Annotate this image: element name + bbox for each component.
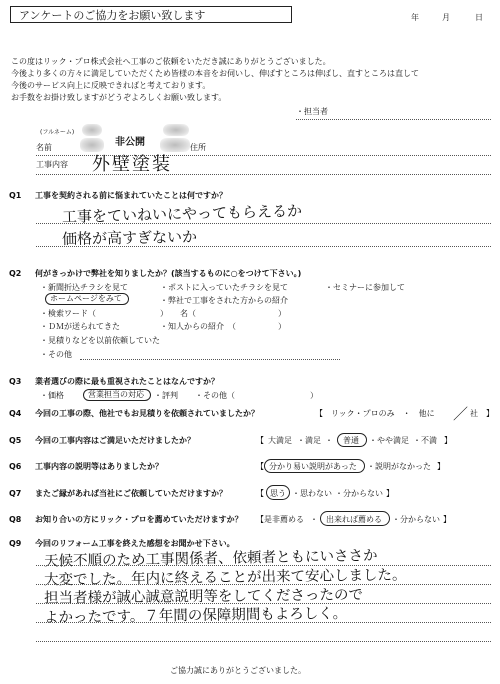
q4-unit: 社 】 [470,409,494,418]
q3-close: ） [310,391,318,400]
q3-question: 業者選びの際に最も重視されたことはなんですか？ [35,377,219,386]
paren-close-1: ） [278,309,286,318]
q6-good: 分かり易い説明があった [269,462,357,471]
opt-newspaper: ・新聞折込チラシを見て [40,283,128,292]
opt-dm: ・ＤＭが送られてきた [40,322,120,331]
address-label: 住所 [190,143,206,152]
q9-line [36,622,491,623]
q9-answer-4: よかったです。７年間の保障期間もよろしく。 [43,605,348,627]
q5-not: 不満 [421,436,437,445]
work-label: 工事内容 [36,160,68,169]
q9-answer-3: 担当者様が誠心誠意説明等をしてくださったので [43,587,364,607]
q1-number: Q1 [9,191,22,200]
year-label: 年 [411,13,419,22]
q7-unknown: 分からない [343,489,383,498]
q6-close: 】 [437,462,445,471]
q5-very: 大満足 [268,436,292,445]
survey-title: アンケートのご協力をお願い致します [10,6,292,23]
furigana-label: (フルネーム) [40,129,75,136]
q4-choice: 【 リック・プロのみ ・ 他に [315,409,435,418]
work-line [36,174,491,175]
q9-question: 今回のリフォーム工事を終えた感想をお聞かせ下さい。 [35,539,235,548]
q8-unknown: 分からない [400,515,440,524]
opt-post: ・ポストに入っていたチラシを見て [160,283,288,292]
q3-number: Q3 [9,377,22,386]
q9-answer-1: 天候不順のため工事関係者、依頼者ともにいささか [43,548,378,570]
q6-question: 工事内容の説明等はありましたか？ [35,462,163,471]
q5-number: Q5 [9,436,22,445]
sep: ・ [335,489,343,498]
bracket-open: 【 [256,489,264,498]
sep: ・ [367,462,375,471]
q8-strong: 【是非薦める [256,515,304,524]
q1-line-2 [36,246,491,247]
redacted-furigana [82,124,102,136]
name-label: 名前 [36,143,52,152]
q3-review: ・評判 [154,391,178,400]
sep: ・ [297,436,305,445]
sep: ・ [325,436,333,445]
sep: ・ [413,436,421,445]
q9-line [36,641,491,642]
q2-question: 何がきっかけで弊社を知りましたか？(該当するものに○をつけて下さい。) [35,269,302,278]
q8-question: お知り合いの方にリック・プロを薦めていただけますか？ [35,515,243,524]
opt-neighbor: ・弊社で工事をされた方からの紹介 [160,296,288,305]
name-value: 非公開 [115,137,145,148]
work-value: 外壁塗装 [92,154,172,175]
opt-name: ） 名（ [160,309,196,318]
q3-price: ・価格 [40,391,64,400]
day-label: 日 [475,13,483,22]
redacted-furigana [163,124,189,136]
q9-number: Q9 [9,539,22,548]
q1-answer-1: 工事をていねいにやってもらえるか [61,201,303,227]
q3-staff: 営業担当の対応 [88,390,144,399]
q1-question: 工事を契約される前に悩まれていたことは何ですか？ [35,191,227,200]
q6-number: Q6 [9,462,22,471]
sep: ・ [292,489,300,498]
intro-line-2: 今後より多くの方々に満足していただくため皆様の本音をお伺いし、伸ばすところは伸ばし、直すところは直して [11,69,419,78]
q4-number: Q4 [9,409,22,418]
q3-other: ・その他（ [195,391,235,400]
sep: ・ [392,515,400,524]
q6-none: 説明がなかった [375,462,431,471]
intro-line-3: 今後のサービス向上に反映できればと考えております。 [11,81,211,90]
intro-line-1: この度はリック・プロ株式会社へ工事のご依頼をいただき誠にありがとうございました。 [11,57,331,66]
q4-slash: ／ [453,405,469,423]
q8-number: Q8 [9,515,22,524]
sep: ・ [310,515,318,524]
opt-other: ・その他 [40,350,72,359]
tantou-line [296,119,491,120]
q1-answer-2: 価格が高すぎないか [61,227,198,249]
bracket-open: 【 [256,462,264,471]
q7-question: またご縁があれば当社にご依頼していただけますか？ [35,489,227,498]
q5-normal: 普通 [343,436,359,445]
q2-number: Q2 [9,269,22,278]
tantou-label: 担当者 [304,107,328,116]
footer-thanks: ご協力誠にありがとうございました。 [170,666,306,675]
q9-answer-2: 大変でした。年内に終えることが出来て安心しました。 [43,567,407,589]
opt-friend: ・知人からの紹介 （ [160,322,236,331]
opt-homepage: ホームページをみて [50,294,122,303]
q5-open: 【 [256,436,264,445]
q8-ok: 出来れば薦める [326,515,382,524]
opt-search: ・検索ワード（ [40,309,96,318]
q7-number: Q7 [9,489,22,498]
opt-seminar: ・セミナーに参加して [325,283,405,292]
q8-close: 】 [443,515,451,524]
sep: ・ [369,436,377,445]
q5-slightly: やや満足 [377,436,409,445]
q7-no: 思わない [300,489,332,498]
q7-yes: 思う [270,489,286,498]
q1-line-1 [36,223,491,224]
q5-close: 】 [444,436,452,445]
q5-satisfied: 満足 [305,436,321,445]
q5-question: 今回の工事内容はご満足いただけましたか？ [35,436,195,445]
other-line [80,359,340,360]
month-label: 月 [442,13,450,22]
q4-question: 今回の工事の際、他社でもお見積りを依頼されていましたか？ [35,409,259,418]
paren-close-2: ） [278,322,286,331]
intro-line-4: お手数をお掛け致しますがどうぞよろしくお願い致します。 [11,93,227,102]
opt-estimate: ・見積りなどを以前依頼していた [40,336,160,345]
q7-close: 】 [386,489,394,498]
bullet: ・ [296,107,304,116]
